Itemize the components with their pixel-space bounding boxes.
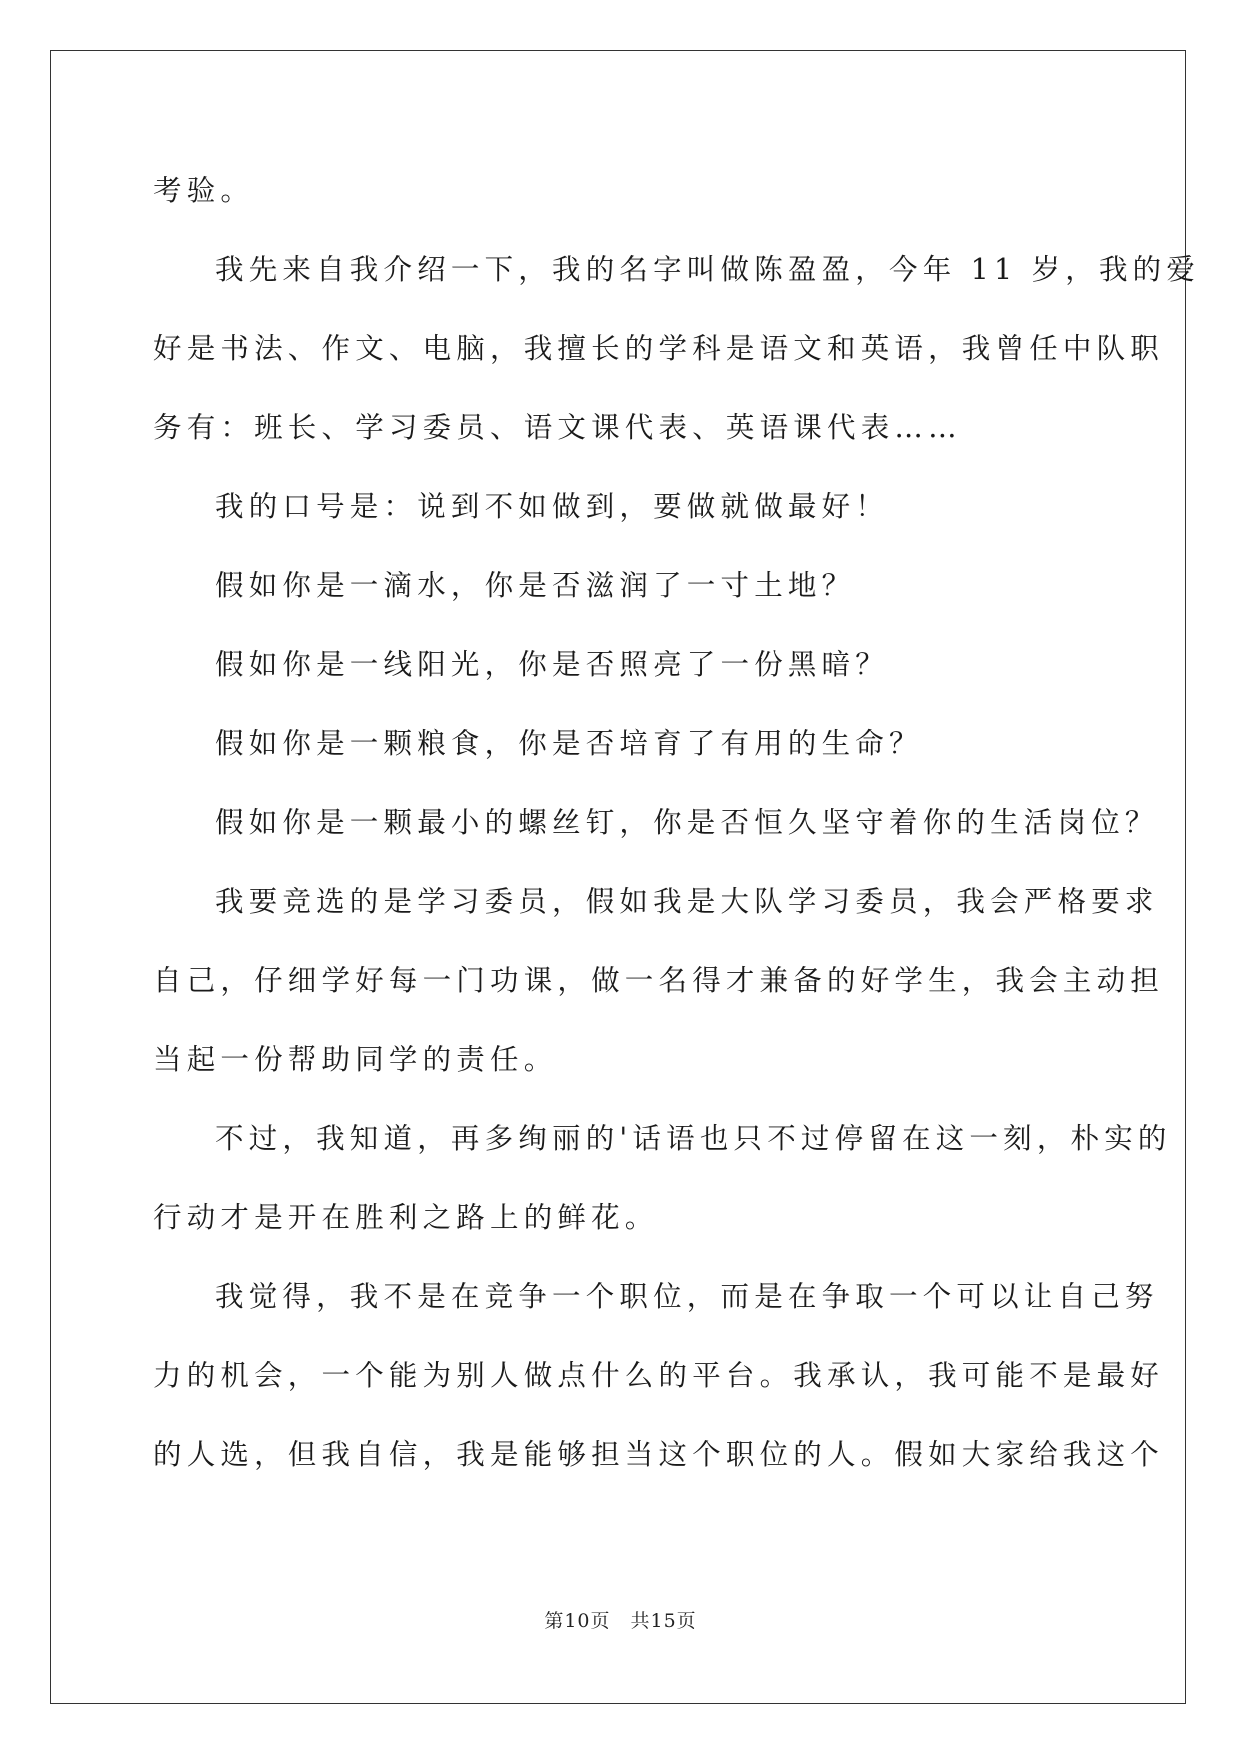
- text-line: 考验。: [153, 174, 255, 207]
- text-line: 假如你是一颗粮食，你是否培育了有用的生命？: [215, 727, 923, 760]
- text-line: 我觉得，我不是在竞争一个职位，而是在争取一个可以让自己努: [215, 1280, 1159, 1313]
- text-line: 务有：班长、学习委员、语文课代表、英语课代表……: [153, 411, 962, 444]
- text-line: 自己，仔细学好每一门功课，做一名得才兼备的好学生，我会主动担: [153, 964, 1165, 997]
- text-line: 我的口号是：说到不如做到，要做就做最好！: [215, 490, 890, 523]
- text-line: 假如你是一线阳光，你是否照亮了一份黑暗？: [215, 648, 890, 681]
- text-line: 行动才是开在胜利之路上的鲜花。: [153, 1201, 659, 1234]
- text-line: 假如你是一颗最小的螺丝钉，你是否恒久坚守着你的生活岗位？: [215, 806, 1159, 839]
- text-line: 好是书法、作文、电脑，我擅长的学科是语文和英语，我曾任中队职: [153, 332, 1165, 365]
- text-line: 力的机会，一个能为别人做点什么的平台。我承认，我可能不是最好: [153, 1359, 1165, 1392]
- text-line: 不过，我知道，再多绚丽的'话语也只不过停留在这一刻，朴实的: [215, 1122, 1172, 1155]
- text-line: 的人选，但我自信，我是能够担当这个职位的人。假如大家给我这个: [153, 1438, 1165, 1471]
- text-line: 假如你是一滴水，你是否滋润了一寸土地？: [215, 569, 856, 602]
- text-line: 我先来自我介绍一下，我的名字叫做陈盈盈，今年 11 岁，我的爱: [215, 253, 1201, 286]
- text-line: 我要竞选的是学习委员，假如我是大队学习委员，我会严格要求: [215, 885, 1159, 918]
- page-number-footer: 第10页 共15页: [544, 1610, 697, 1632]
- text-line: 当起一份帮助同学的责任。: [153, 1043, 558, 1076]
- document-body: [153, 166, 1201, 1509]
